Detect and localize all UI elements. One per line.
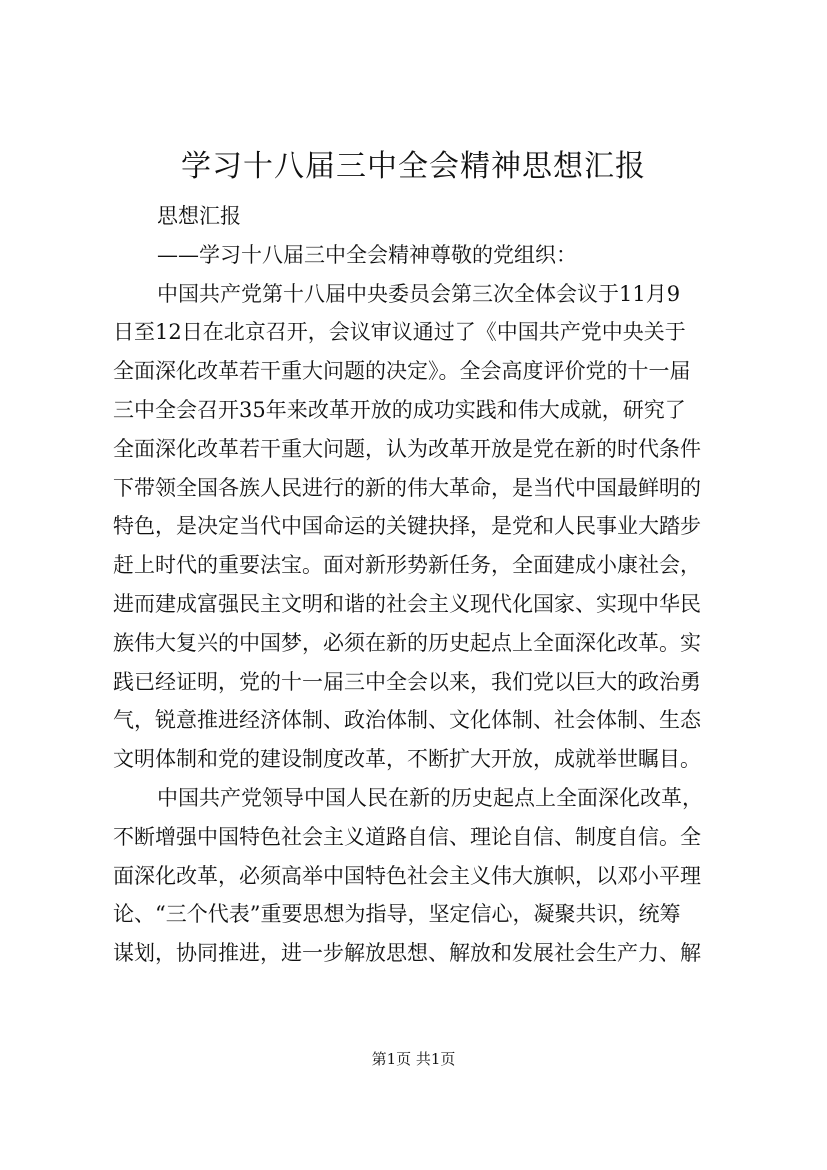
text-line: 面深化改革，必须高举中国特色社会主义伟大旗帜，以邓小平理 [113,863,701,888]
text-line: 日至12日在北京召开，会议审议通过了《中国共产党中央关于 [113,320,686,345]
text-line: 气，锐意推进经济体制、政治体制、文化体制、社会体制、生态 [113,708,701,733]
text-line: 全面深化改革若干重大问题的决定》。全会高度评价党的十一届 [113,359,691,384]
text-line: 践已经证明，党的十一届三中全会以来，我们党以巨大的政治勇 [113,669,701,694]
text-line: 中国共产党领导中国人民在新的历史起点上全面深化改革， [157,785,703,810]
page-footer: 第1页 共1页 [371,1050,456,1068]
text-line: 不断增强中国特色社会主义道路自信、理论自信、制度自信。全 [113,824,701,849]
text-line: 全面深化改革若干重大问题，认为改革开放是党在新的时代条件 [113,436,701,461]
text-line: 三中全会召开35年来改革开放的成功实践和伟大成就，研究了 [113,397,686,422]
text-line: 进而建成富强民主文明和谐的社会主义现代化国家、实现中华民 [113,591,701,616]
text-line: 文明体制和党的建设制度改革，不断扩大开放，成就举世瞩目。 [113,747,701,772]
text-line: 下带领全国各族人民进行的新的伟大革命，是当代中国最鲜明的 [113,475,701,500]
text-line: 谋划，协同推进，进一步解放思想、解放和发展社会生产力、解 [113,941,701,966]
text-line: 论、“三个代表”重要思想为指导，坚定信心，凝聚共识，统筹 [113,902,681,927]
text-line: ——学习十八届三中全会精神尊敬的党组织： [157,242,577,267]
text-line: 族伟大复兴的中国梦，必须在新的历史起点上全面深化改革。实 [113,630,701,655]
document-title: 学习十八届三中全会精神思想汇报 [181,149,646,184]
text-line: 中国共产党第十八届中央委员会第三次全体会议于11月9 [157,281,681,306]
text-line: 赶上时代的重要法宝。面对新形势新任务，全面建成小康社会， [113,553,701,578]
document-body [113,197,743,973]
text-line: 思想汇报 [157,204,241,228]
text-line: 特色，是决定当代中国命运的关键抉择，是党和人民事业大踏步 [113,514,701,539]
